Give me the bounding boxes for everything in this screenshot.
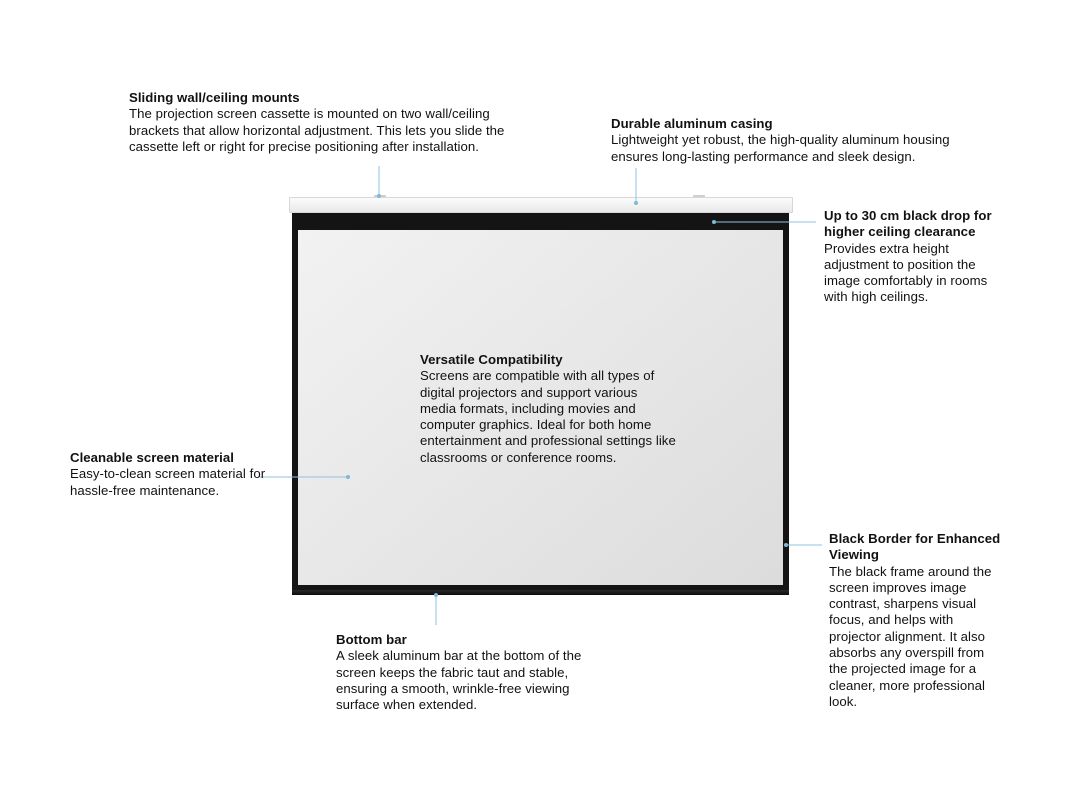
leader-dot-casing — [634, 201, 638, 205]
annotation-title: Bottom bar — [336, 632, 407, 647]
leader-dot-border — [784, 543, 788, 547]
annotation-black-border — [829, 531, 1004, 710]
annotation-title: Durable aluminum casing — [611, 116, 773, 131]
annotation-cleanable — [70, 450, 266, 499]
annotation-aluminum-casing — [611, 116, 976, 165]
leader-dot-black-drop — [712, 220, 716, 224]
annotation-black-drop — [824, 208, 1010, 306]
annotation-sliding-mounts — [129, 90, 529, 155]
leader-dot-mounts — [377, 194, 381, 198]
annotation-title: Versatile Compatibility — [420, 352, 563, 367]
leader-dot-cleanable — [346, 475, 350, 479]
annotation-title: Cleanable screen material — [70, 450, 234, 465]
annotation-versatile-compatibility — [420, 352, 676, 466]
annotation-body: Lightweight yet robust, the high-quality aluminum housing ensures long-lasting performance and sleek design. — [611, 132, 950, 164]
annotation-title: Sliding wall/ceiling mounts — [129, 90, 300, 105]
annotation-body: The black frame around the screen improves image contrast, sharpens visual focus, and helps with projector alignment. It also absorbs any overspill from the projected image for a cleaner, more professional look. — [829, 563, 992, 709]
leader-dot-bottom-bar — [434, 593, 438, 597]
annotation-body: Screens are compatible with all types of digital projectors and support various media formats, including movies and computer graphics. Ideal for both home entertainment and professional settings like classrooms or conference rooms. — [420, 368, 676, 465]
annotation-body: Provides extra height adjustment to position the image comfortably in rooms with high ceilings. — [824, 240, 988, 305]
annotation-body: A sleek aluminum bar at the bottom of the screen keeps the fabric taut and stable, ensuring a smooth, wrinkle-free viewing surface when extended. — [336, 648, 582, 713]
annotation-title: Black Border for Enhanced Viewing — [829, 531, 1001, 563]
annotation-title: Up to 30 cm black drop for higher ceiling clearance — [824, 208, 992, 240]
annotation-body: Easy-to-clean screen material for hassle-free maintenance. — [70, 466, 266, 498]
annotation-bottom-bar — [336, 632, 602, 713]
annotation-body: The projection screen cassette is mounted on two wall/ceiling brackets that allow horizontal adjustment. This lets you slide the cassette left or right for precise positioning after installation. — [129, 106, 505, 154]
